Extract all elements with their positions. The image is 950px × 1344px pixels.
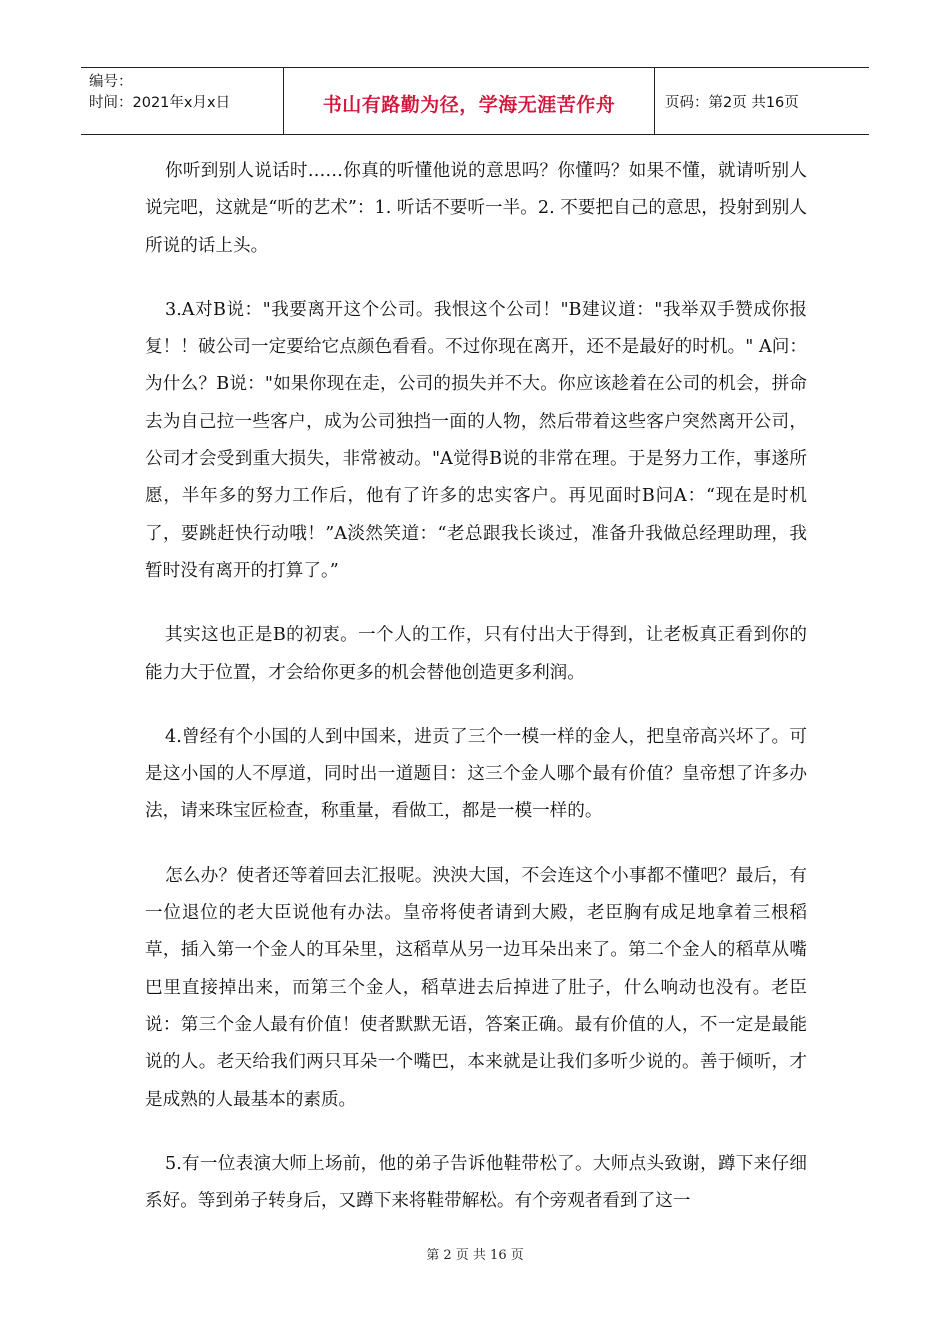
- page-header: [81, 67, 869, 135]
- paragraph-story-4: 4.曾经有个小国的人到中国来，进贡了三个一模一样的金人，把皇帝高兴坏了。可是这小国的人不厚道，同时出一道题目：这三个金人哪个最有价值？皇帝想了许多办法，请来珠宝匠检查，称重量，看做工，都是一模一样的。: [145, 726, 807, 822]
- header-meta: [81, 68, 284, 134]
- paragraph-story-3: 3.A对B说："我要离开这个公司。我恨这个公司！"B建议道："我举双手赞成你报复！！破公司一定要给它点颜色看看。不过你现在离开，还不是最好的时机。" A问：为什么？B说："如果你现在走，公司的损失并不大。你应该趁着在公司的机会，拼命去为自己拉一些客户，成为公司独挡一面的人物，然后带着这些客户突然离开公司，公司才会受到重大损失，非常被动。"A觉得B说的非常在理。于是努力工作，事遂所愿，半年多的努力工作后，他有了许多的忠实客户。再见面时B问A：“现在是时机了，要跳赶快行动哦！”A淡然笑道：“老总跟我长谈过，准备升我做总经理助理，我暂时没有离开的打算了。”: [145, 299, 807, 581]
- paragraph-listening-art: 你听到别人说话时……你真的听懂他说的意思吗？你懂吗？如果不懂，就请听别人说完吧，这就是“听的艺术”：1. 听话不要听一半。2. 不要把自己的意思，投射到别人所说的话上头。: [145, 161, 807, 256]
- paragraph-story-3-conclusion: 其实这也正是B的初衷。一个人的工作，只有付出大于得到，让老板真正看到你的能力大于位置，才会给你更多的机会替他创造更多利润。: [145, 625, 807, 683]
- header-motto: 书山有路勤为径，学海无涯苦作舟: [284, 68, 655, 134]
- serial-number-label: 编号：: [89, 74, 133, 90]
- paragraph-story-4-continued: 怎么办？使者还等着回去汇报呢。泱泱大国，不会连这个小事都不懂吧？最后，有一位退位的老大臣说他有办法。皇帝将使者请到大殿，老臣胸有成足地拿着三根稻草，插入第一个金人的耳朵里，这稻草从另一边耳朵出来了。第二个金人的稻草从嘴巴里直接掉出来，而第三个金人，稻草进去后掉进了肚子，什么响动也没有。老臣说：第三个金人最有价值！使者默默无语，答案正确。最有价值的人，不一定是最能说的人。老天给我们两只耳朵一个嘴巴，本来就是让我们多听少说的。善于倾听，才是成熟的人最基本的素质。: [145, 865, 807, 1110]
- page-footer: 第 2 页 共 16 页: [426, 1248, 524, 1263]
- document-body: [145, 153, 807, 1247]
- date-label: 时间：2021年x月x日: [89, 95, 231, 111]
- paragraph-story-5: 5.有一位表演大师上场前，他的弟子告诉他鞋带松了。大师点头致谢，蹲下来仔细系好。等到弟子转身后，又蹲下来将鞋带解松。有个旁观者看到了这一: [145, 1153, 807, 1212]
- header-page-info: 页码：第2页 共16页: [665, 94, 799, 111]
